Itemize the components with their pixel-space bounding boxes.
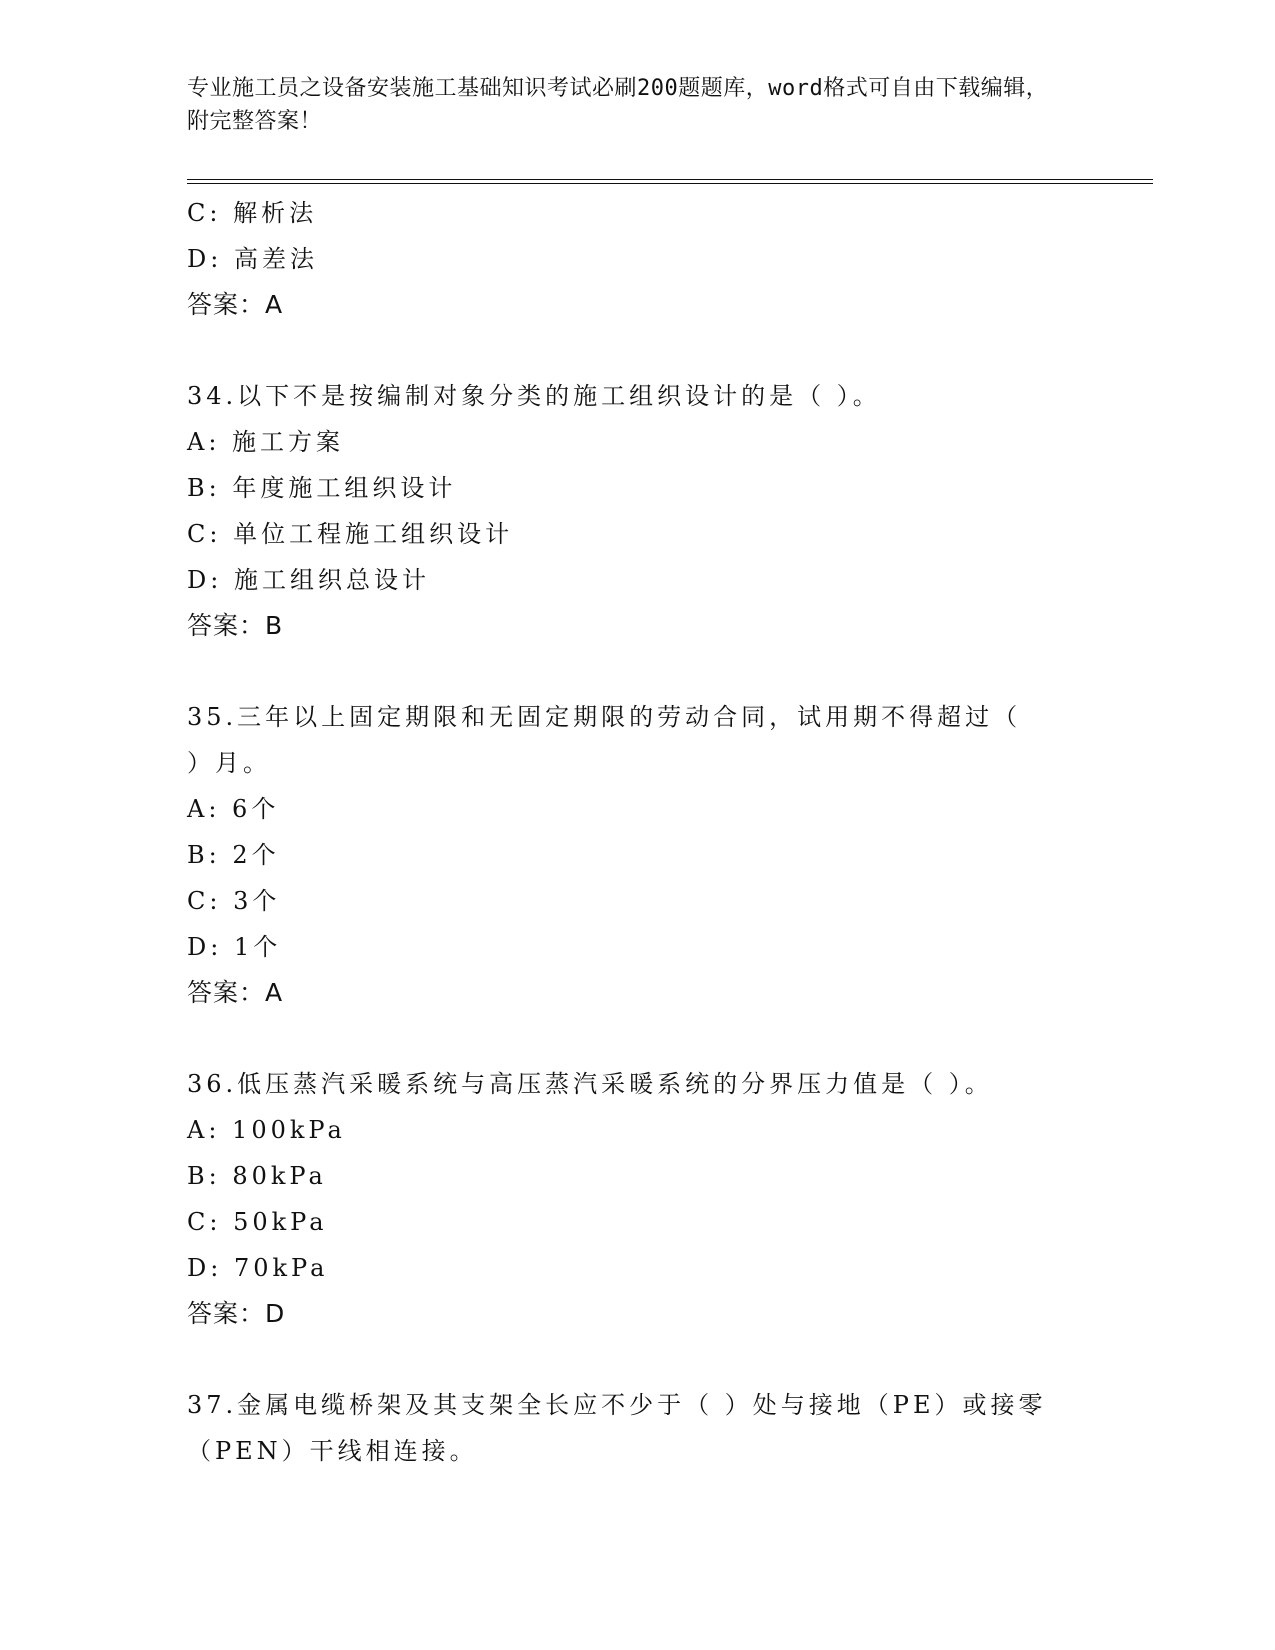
option-d: D: 1个 [187,933,282,961]
question-stem: 37.金属电缆桥架及其支架全长应不少于（ ）处与接地（PE）或接零 [187,1391,1047,1419]
option-b: B: 80kPa [187,1162,327,1190]
option-b: B: 年度施工组织设计 [187,474,457,502]
option-c: C: 3个 [187,887,281,915]
question-stem: 35.三年以上固定期限和无固定期限的劳动合同，试用期不得超过（ [187,703,1022,731]
question-34 [187,373,1087,649]
option-c: C: 50kPa [187,1208,328,1236]
option-a: A: 施工方案 [187,428,345,456]
answer-line: 答案：A [187,290,284,319]
answer-line: 答案：D [187,1299,286,1328]
question-33-tail [187,190,1087,328]
option-d: D: 施工组织总设计 [187,566,430,594]
header-divider-top [187,179,1153,180]
header-divider-bottom [187,183,1153,184]
option-c: C: 解析法 [187,199,318,227]
question-35 [187,694,1087,1016]
option-b: B: 2个 [187,841,280,869]
question-stem: 34.以下不是按编制对象分类的施工组织设计的是（ ）。 [187,382,881,410]
option-d: D: 70kPa [187,1254,329,1282]
option-c: C: 单位工程施工组织设计 [187,520,514,548]
question-36 [187,1061,1087,1337]
page-header: 专业施工员之设备安装施工基础知识考试必刷200题题库，word格式可自由下载编辑，附完整答案！ [187,76,1049,134]
answer-line: 答案：B [187,611,284,640]
option-a: A: 6个 [187,795,280,823]
question-37 [187,1382,1087,1474]
option-d: D: 高差法 [187,245,318,273]
answer-line: 答案：A [187,978,284,1007]
question-stem: 36.低压蒸汽采暖系统与高压蒸汽采暖系统的分界压力值是（ ）。 [187,1070,993,1098]
question-list [187,190,1087,1474]
option-a: A: 100kPa [187,1116,346,1144]
question-stem-continued: ）月。 [187,749,271,777]
question-stem-continued: （PEN）干线相连接。 [187,1437,478,1465]
